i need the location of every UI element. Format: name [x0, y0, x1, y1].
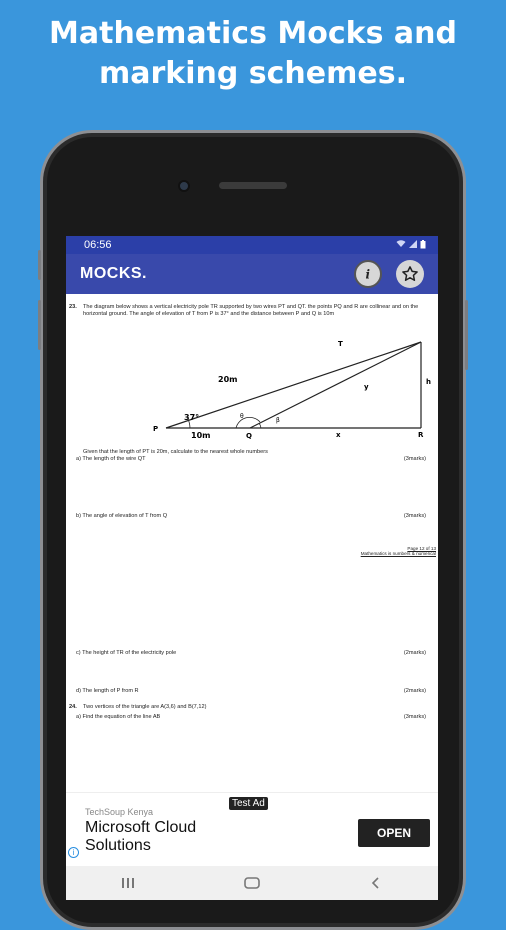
label-p: P	[153, 425, 159, 433]
given-text: Given that the length of PT is 20m, calculate to the nearest whole numbers	[83, 449, 268, 455]
question-part	[76, 688, 426, 694]
label-beta: β	[276, 417, 280, 424]
wire-pt	[166, 342, 421, 428]
question-part	[76, 650, 426, 656]
info-icon[interactable]	[354, 260, 382, 288]
promo-headline	[0, 14, 506, 94]
part-text: a) Find the equation of the line AB	[76, 714, 161, 720]
label-tr: h	[426, 378, 431, 386]
question-24	[69, 704, 206, 711]
phone-side-button	[465, 300, 468, 370]
question-text: Two vertices of the triangle are A(3,6) and B(7,12)	[83, 704, 207, 710]
phone-speaker	[219, 182, 287, 189]
label-pq-length: 10m	[191, 431, 211, 440]
app-bar	[66, 254, 438, 294]
svg-text:i: i	[365, 267, 371, 281]
angle-arc-q-right	[259, 423, 261, 428]
test-ad-badge: Test Ad	[229, 797, 268, 810]
question-part	[76, 456, 426, 462]
triangle-diagram	[146, 334, 438, 444]
status-icons	[396, 240, 426, 251]
part-marks: (2marks)	[403, 650, 426, 656]
question-23	[69, 304, 434, 318]
part-marks: (2marks)	[403, 688, 426, 694]
back-icon[interactable]	[356, 868, 396, 898]
label-t: T	[338, 340, 343, 348]
label-qt: y	[364, 383, 369, 391]
phone-side-button	[38, 300, 41, 350]
home-icon[interactable]	[232, 868, 272, 898]
label-theta: θ	[240, 413, 244, 420]
page-number: Page 12 of 13	[407, 546, 436, 551]
phone-side-button	[38, 250, 41, 280]
label-qr: x	[336, 431, 341, 439]
recents-icon[interactable]	[108, 868, 148, 898]
phone-screen	[66, 236, 438, 900]
label-r: R	[418, 431, 424, 439]
status-bar	[66, 236, 438, 254]
page-footer	[361, 546, 436, 556]
label-pt-length: 20m	[218, 375, 238, 384]
part-marks: (3marks)	[403, 714, 426, 720]
part-text: c) The height of TR of the electricity pole	[76, 650, 177, 656]
question-number: 23.	[69, 304, 77, 310]
label-angle-p: 37°	[184, 413, 200, 422]
phone-camera	[178, 180, 190, 192]
part-marks: (3marks)	[403, 456, 426, 462]
status-time: 06:56	[84, 239, 112, 251]
wire-qt	[250, 342, 421, 428]
ad-sponsor: TechSoup Kenya	[85, 807, 154, 817]
label-q: Q	[246, 432, 252, 440]
question-part	[76, 513, 426, 519]
ad-banner[interactable]	[66, 792, 438, 862]
app-title: MOCKS.	[80, 265, 147, 282]
part-text: b) The angle of elevation of T from Q	[76, 513, 168, 519]
part-marks: (3marks)	[403, 513, 426, 519]
ad-title[interactable]: Microsoft Cloud Solutions	[85, 819, 197, 854]
headline-line-1: Mathematics Mocks and	[49, 16, 457, 51]
question-number: 24.	[69, 704, 77, 710]
document-view[interactable]	[66, 294, 438, 792]
ad-open-button[interactable]: OPEN	[358, 819, 430, 847]
headline-line-2: marking schemes.	[98, 56, 407, 91]
page-footer-note: Mathematics is numbers & numerical	[360, 551, 436, 556]
part-text: a) The length of the wire QT	[76, 456, 146, 462]
wifi-icon	[396, 240, 406, 250]
question-part	[76, 714, 426, 720]
ad-choices-icon[interactable]: i	[68, 847, 79, 858]
part-text: d) The length of P from R	[76, 688, 139, 694]
battery-icon	[420, 240, 426, 251]
signal-icon	[409, 240, 417, 250]
question-text: The diagram below shows a vertical electricity pole TR supported by two wires PT and QT. the points PQ and R are collinear and on the horizontal ground. The angle of elevation of T from P is 37° and the distance between P and Q is 10m	[83, 304, 419, 317]
star-icon[interactable]	[396, 260, 424, 288]
nav-bar	[66, 866, 438, 900]
